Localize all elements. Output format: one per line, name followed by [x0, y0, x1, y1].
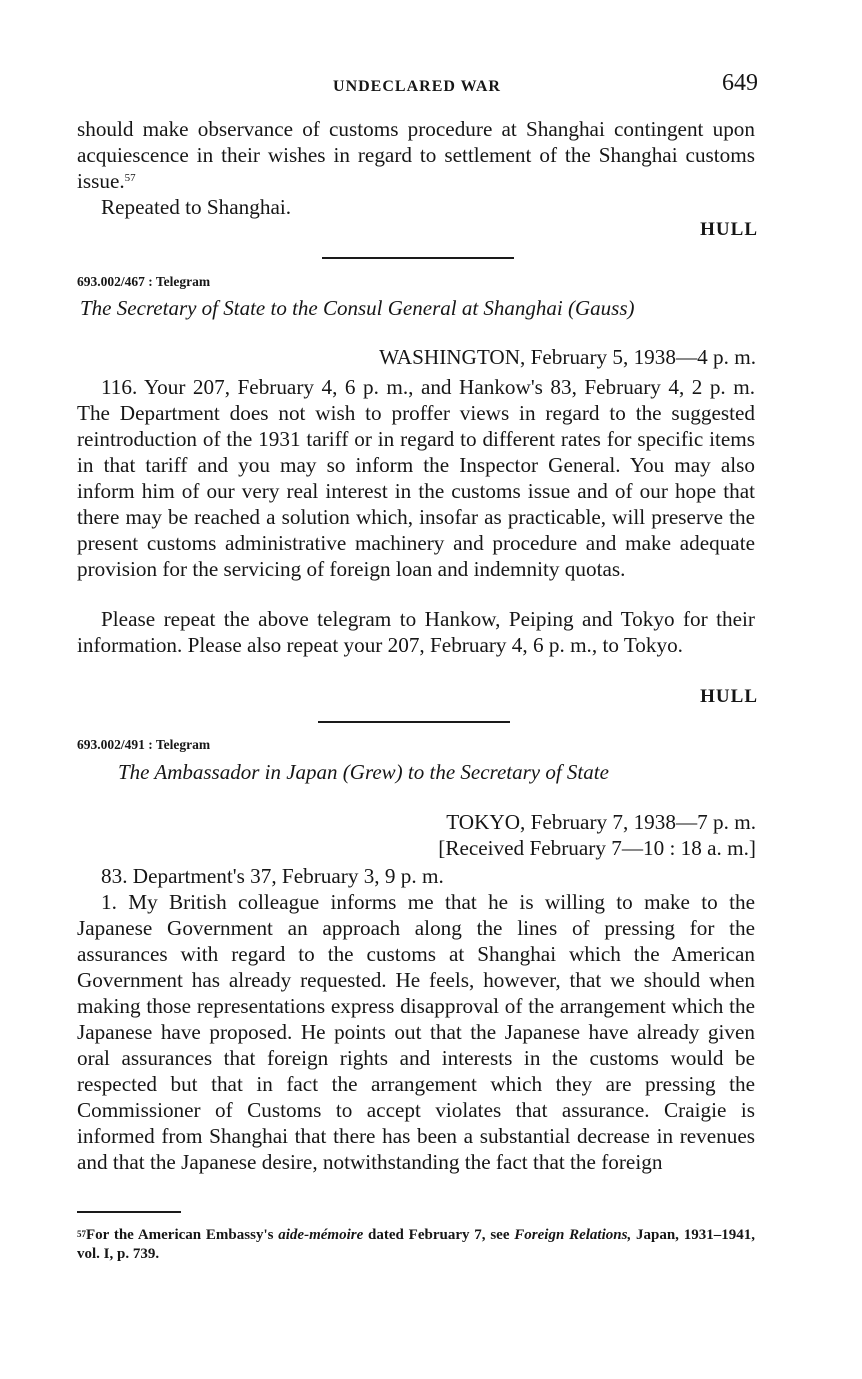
department-reference-line: 83. Department's 37, February 3, 9 p. m.	[101, 864, 444, 888]
received-line: [Received February 7—10 : 18 a. m.]	[438, 836, 756, 860]
page-number: 649	[722, 70, 758, 96]
running-head: UNDECLARED WAR	[333, 78, 501, 95]
section-divider-1	[322, 257, 514, 259]
footnote-rule	[77, 1211, 181, 1213]
signature-hull-2: HULL	[700, 686, 758, 707]
telegram-body-2: Please repeat the above telegram to Hankow, Peiping and Tokyo for their information. Please also repeat your 207, February 4, 6 p. m., to Tokyo.	[77, 607, 755, 657]
page-header	[76, 72, 758, 102]
file-reference-1: 693.002/467 : Telegram	[77, 274, 211, 289]
document-title-1: The Secretary of State to the Consul General at Shanghai (Gauss)	[80, 296, 635, 320]
file-reference-2: 693.002/491 : Telegram	[77, 737, 211, 752]
footnote-mark: 57	[77, 1229, 86, 1239]
telegram-body-1: 116. Your 207, February 4, 6 p. m., and Hankow's 83, February 4, 2 p. m. The Department does not wish to proffer views in regard to the suggested reintroduction of the 1931 tariff or in regard to different rates for specific items in that tariff and you may so inform the Inspector General. You may also inform him of our very real interest in the customs issue and of our hope that there may be reached a solution which, insofar as practicable, will preserve the present customs administrative machinery and procedure and make adequate provision for the servicing of foreign loan and indemnity quotas.	[77, 375, 755, 581]
repeated-line: Repeated to Shanghai.	[101, 195, 292, 219]
dateline-2: TOKYO, February 7, 1938—7 p. m.	[446, 810, 756, 834]
section-divider-2	[318, 721, 510, 723]
telegram-body-3: 1. My British colleague informs me that he is willing to make to the Japanese Government an approach along the lines of pressing for the assurances with regard to the customs at Shanghai which the American Government has already requested. He feels, however, that we should when making those representations express disapproval of the arrangement which the Japanese have proposed. He points out that the Japanese have already given oral assurances that foreign rights and interests in the customs would be respected but that in fact the arrangement which they are pressing the Commissioner of Customs to accept violates that assurance. Craigie is informed from Shanghai that there has been a substantial decrease in revenues and that the Japanese desire, notwithstanding the fact that the foreign	[77, 890, 755, 1174]
footnote-reference: 57	[124, 172, 136, 184]
signature-hull-1: HULL	[700, 219, 758, 240]
continuation-paragraph: should make observance of customs procedure at Shanghai contingent upon acquiescence in their wishes in regard to settlement of the Shanghai customs issue.$^{57}$	[77, 117, 755, 193]
dateline-1: WASHINGTON, February 5, 1938—4 p. m.	[379, 345, 756, 369]
footnote: $^{57}$For the American Embassy's aide-mémoire dated February 7, see Foreign Relations, Japan, 1931–1941, vol. I, p. 739.	[77, 1227, 755, 1262]
document-title-2: The Ambassador in Japan (Grew) to the Secretary of State	[118, 760, 609, 784]
